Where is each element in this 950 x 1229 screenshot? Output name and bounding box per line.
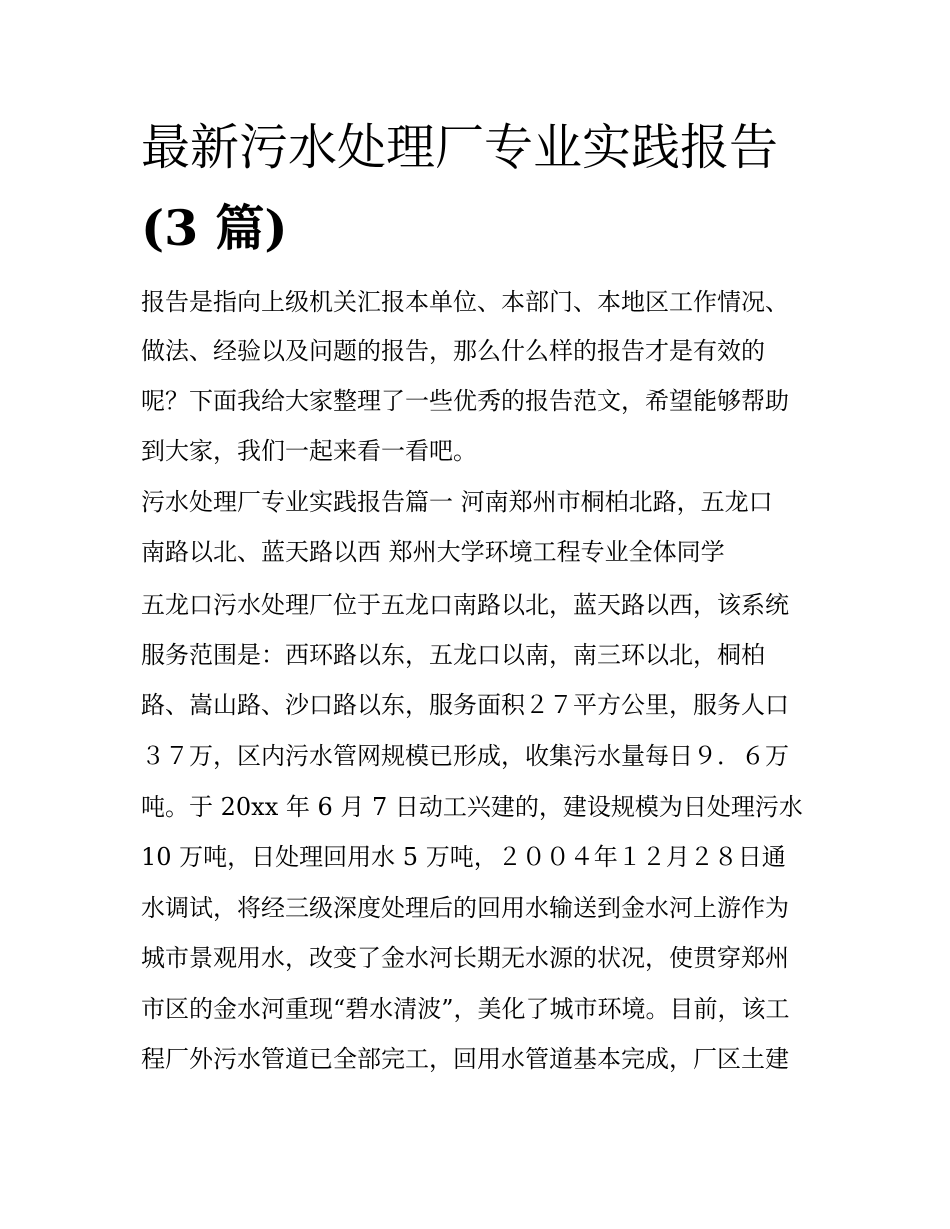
document-title-line-1: 最新污水处理厂专业实践报告 (141, 119, 779, 176)
body-text-line: 到大家，我们一起来看一看吧。 (141, 437, 477, 465)
body-text-line: 服务范围是：西环路以东，五龙口以南，南三环以北，桐柏 (141, 641, 765, 669)
body-text-line: 10 万吨，日处理回用水 5 万吨，２００４年１２月２８日通 (141, 843, 786, 871)
body-text-line: 市区的金水河重现“碧水清波”，美化了城市环境。目前，该工 (141, 995, 790, 1023)
body-text-line: 程厂外污水管道已全部完工，回用水管道基本完成，厂区土建 (141, 1045, 789, 1073)
body-text-line: 路、嵩山路、沙口路以东，服务面积２７平方公里，服务人口 (141, 691, 789, 719)
body-text-line: ３７万，区内污水管网规模已形成，收集污水量每日９．６万 (141, 742, 789, 770)
body-text-line: 水调试，将经三级深度处理后的回用水输送到金水河上游作为 (141, 894, 789, 922)
body-text-line: 报告是指向上级机关汇报本单位、本部门、本地区工作情况、 (141, 288, 789, 316)
body-text-line: 污水处理厂专业实践报告篇一 河南郑州市桐柏北路，五龙口 (141, 488, 773, 516)
body-text-line: 南路以北、蓝天路以西 郑州大学环境工程专业全体同学 (141, 538, 725, 566)
body-text-line: 呢？下面我给大家整理了一些优秀的报告范文，希望能够帮助 (141, 387, 789, 415)
body-text-line: 吨。于 20xx 年 6 月 7 日动工兴建的，建设规模为日处理污水 (141, 793, 803, 821)
body-text-line: 做法、经验以及问题的报告，那么什么样的报告才是有效的 (141, 337, 765, 365)
body-text-line: 五龙口污水处理厂位于五龙口南路以北，蓝天路以西，该系统 (141, 591, 789, 619)
body-text-line: 城市景观用水，改变了金水河长期无水源的状况，使贯穿郑州 (141, 944, 789, 972)
document-title-line-2: (3 篇) (141, 199, 288, 257)
